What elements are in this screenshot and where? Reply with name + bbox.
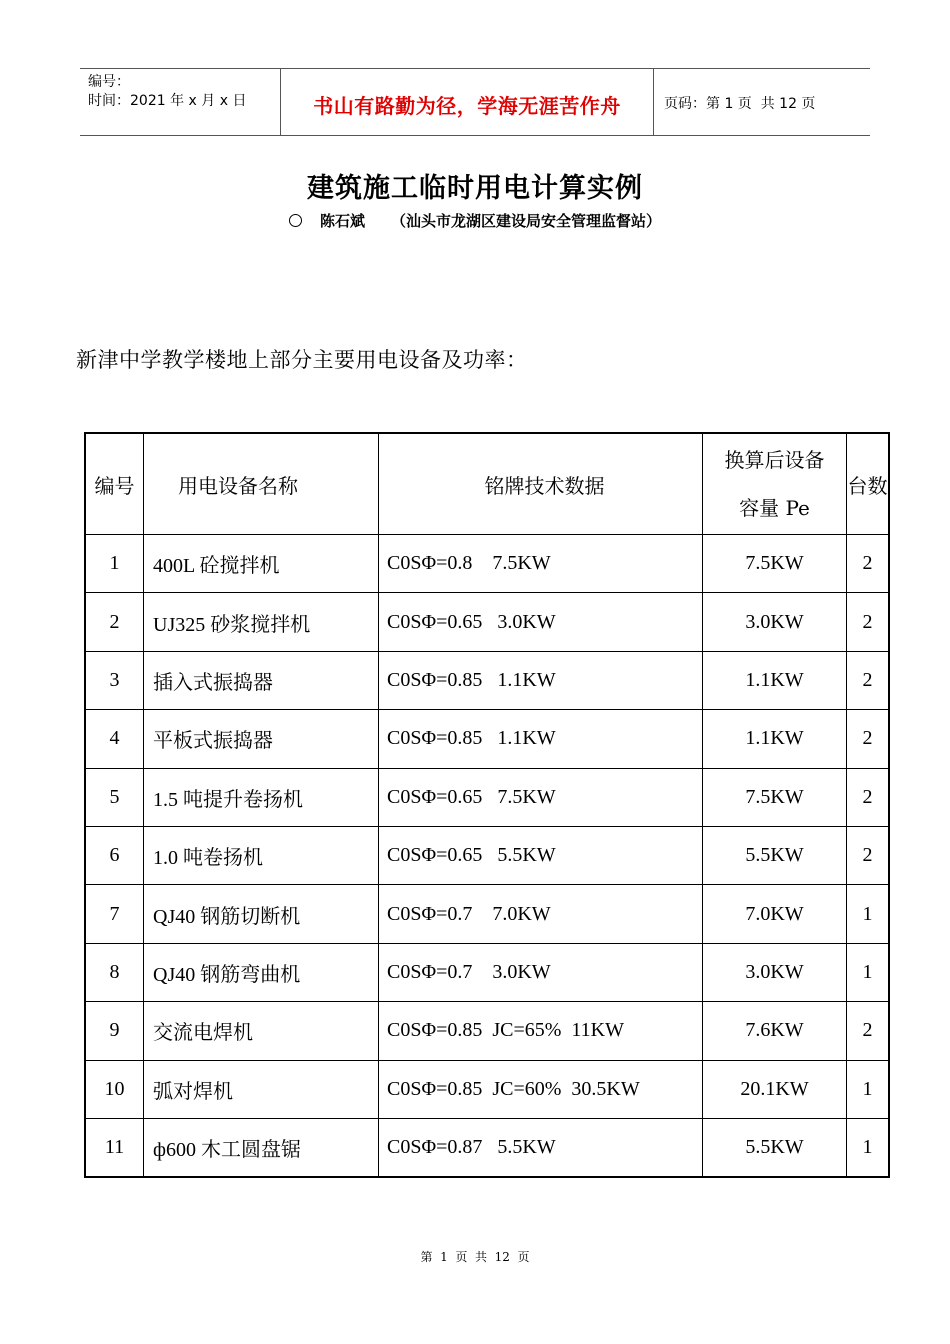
header-pe	[703, 433, 847, 535]
table-row	[85, 943, 889, 1001]
cell-pe: 3.0KW	[703, 593, 847, 651]
table-row	[85, 593, 889, 651]
cell-qty: 2	[847, 710, 890, 768]
cell-no: 7	[85, 885, 144, 943]
cell-qty: 1	[847, 1060, 890, 1118]
number-label: 编号：	[88, 74, 130, 90]
cell-no: 3	[85, 651, 144, 709]
cell-spec: C0SΦ=0.85 1.1KW	[379, 710, 703, 768]
cell-name: 弧对焊机	[144, 1060, 379, 1118]
header-page-info	[654, 69, 870, 135]
cell-qty: 1	[847, 943, 890, 1001]
table-row	[85, 710, 889, 768]
cell-no: 4	[85, 710, 144, 768]
cell-no: 1	[85, 535, 144, 593]
circle-icon	[289, 214, 302, 227]
cell-spec: C0SΦ=0.87 5.5KW	[379, 1118, 703, 1177]
table-row	[85, 885, 889, 943]
author-org: （汕头市龙湖区建设局安全管理监督站）	[391, 212, 662, 230]
cell-qty: 2	[847, 826, 890, 884]
cell-pe: 20.1KW	[703, 1060, 847, 1118]
cell-qty: 2	[847, 651, 890, 709]
cell-no: 9	[85, 1002, 144, 1060]
cell-spec: C0SΦ=0.65 5.5KW	[379, 826, 703, 884]
cell-name: 插入式振捣器	[144, 651, 379, 709]
cell-pe: 1.1KW	[703, 710, 847, 768]
table-row	[85, 1118, 889, 1177]
cell-qty: 2	[847, 768, 890, 826]
cell-spec: C0SΦ=0.85 1.1KW	[379, 651, 703, 709]
cell-pe: 5.5KW	[703, 1118, 847, 1177]
cell-qty: 1	[847, 885, 890, 943]
cell-name: 1.0 吨卷扬机	[144, 826, 379, 884]
cell-pe: 7.5KW	[703, 768, 847, 826]
cell-name: UJ325 砂浆搅拌机	[144, 593, 379, 651]
cell-pe: 5.5KW	[703, 826, 847, 884]
cell-no: 10	[85, 1060, 144, 1118]
equipment-table	[84, 432, 890, 1178]
cell-spec: C0SΦ=0.7 3.0KW	[379, 943, 703, 1001]
cell-pe: 7.6KW	[703, 1002, 847, 1060]
cell-pe: 1.1KW	[703, 651, 847, 709]
cell-no: 2	[85, 593, 144, 651]
cell-name: 平板式振捣器	[144, 710, 379, 768]
page-info-text: 页码：第 1 页 共 12 页	[664, 96, 816, 112]
header-spec: 铭牌技术数据	[379, 433, 703, 535]
cell-no: 8	[85, 943, 144, 1001]
table-row	[85, 1002, 889, 1060]
table-header-row	[85, 433, 889, 535]
header-motto: 书山有路勤为径，学海无涯苦作舟	[281, 69, 654, 135]
table-row	[85, 651, 889, 709]
time-label: 时间：2021 年 x 月 x 日	[88, 93, 247, 109]
cell-no: 11	[85, 1118, 144, 1177]
header-pe-line1: 换算后设备	[724, 448, 825, 472]
cell-spec: C0SΦ=0.7 7.0KW	[379, 885, 703, 943]
cell-qty: 1	[847, 1118, 890, 1177]
cell-spec: C0SΦ=0.65 7.5KW	[379, 768, 703, 826]
header-name: 用电设备名称	[144, 433, 379, 535]
cell-name: 1.5 吨提升卷扬机	[144, 768, 379, 826]
table-row	[85, 1060, 889, 1118]
cell-qty: 2	[847, 593, 890, 651]
header-meta	[80, 69, 281, 135]
cell-name: QJ40 钢筋切断机	[144, 885, 379, 943]
footer-page-number: 第 1 页 共 12 页	[420, 1250, 530, 1264]
header-pe-line2: 容量 Pe	[739, 496, 810, 520]
header-qty: 台数	[847, 433, 890, 535]
table-row	[85, 768, 889, 826]
cell-qty: 2	[847, 535, 890, 593]
cell-pe: 7.0KW	[703, 885, 847, 943]
header-no: 编号	[85, 433, 144, 535]
author-name: 陈石斌	[319, 212, 365, 230]
intro-paragraph: 新津中学教学楼地上部分主要用电设备及功率：	[76, 348, 528, 372]
table-row	[85, 535, 889, 593]
cell-name: 400L 砼搅拌机	[144, 535, 379, 593]
cell-pe: 3.0KW	[703, 943, 847, 1001]
table-row	[85, 826, 889, 884]
cell-name: ф600 木工圆盘锯	[144, 1118, 379, 1177]
cell-name: QJ40 钢筋弯曲机	[144, 943, 379, 1001]
document-title: 建筑施工临时用电计算实例	[307, 173, 643, 204]
cell-no: 5	[85, 768, 144, 826]
cell-spec: C0SΦ=0.65 3.0KW	[379, 593, 703, 651]
cell-pe: 7.5KW	[703, 535, 847, 593]
page-footer	[0, 1248, 950, 1265]
cell-spec: C0SΦ=0.85 JC=60% 30.5KW	[379, 1060, 703, 1118]
page-header	[80, 68, 870, 136]
cell-spec: C0SΦ=0.85 JC=65% 11KW	[379, 1002, 703, 1060]
cell-qty: 2	[847, 1002, 890, 1060]
byline	[0, 210, 950, 231]
cell-name: 交流电焊机	[144, 1002, 379, 1060]
cell-no: 6	[85, 826, 144, 884]
cell-spec: C0SΦ=0.8 7.5KW	[379, 535, 703, 593]
